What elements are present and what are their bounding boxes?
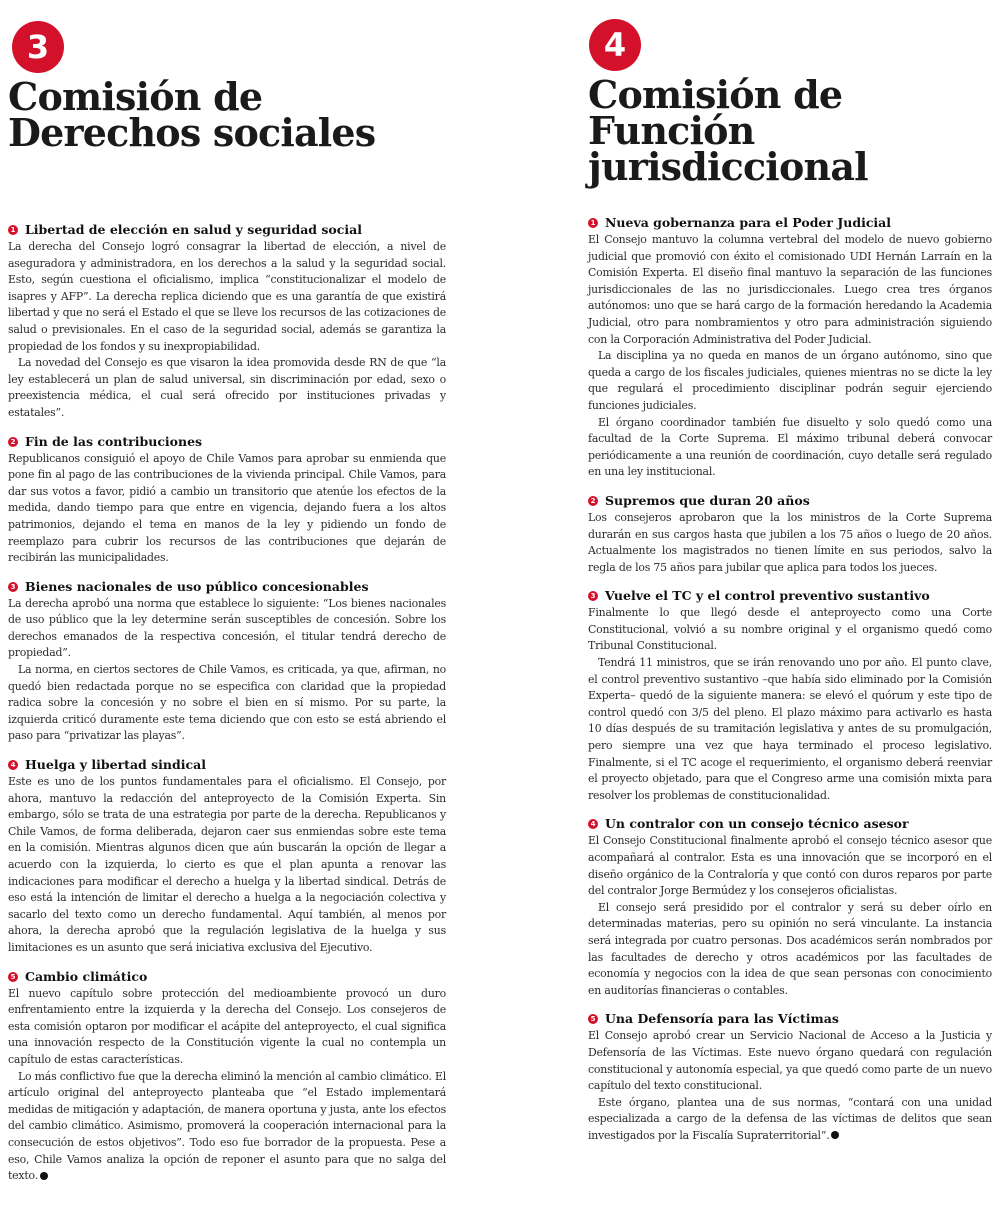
article-sections — [8, 222, 446, 1197]
paragraph: El órgano coordinador también fue disuelto y solo quedó como una facultad de la Corte Suprema. El máximo tribunal deberá convocar periódicamente a una reunión de coordinación, cuyo detalle será regulado en una ley institucional. — [588, 415, 992, 479]
section-number-badge: 4 — [589, 19, 641, 71]
paragraph: El Consejo aprobó crear un Servicio Nacional de Acceso a la Justicia y Defensoría de las Víctimas. Este nuevo órgano quedará con regulación constitucional y autonomía especial, ya que quedó como parte de un nuevo capítulo del texto constitucional. — [588, 1029, 992, 1093]
section-header — [588, 493, 992, 509]
paragraph-text: Este órgano, plantea una de sus normas, “contará con una unidad especializada a cargo de la defensa de las víctimas de delitos que sean investigados por la Fiscalía Supraterritorial”. — [588, 1095, 992, 1142]
paragraph: La novedad del Consejo es que visaron la idea promovida desde RN de que “la ley establecerá un plan de salud universal, sin discriminación por edad, sexo o preexistencia médica, el cual será ofrecido por instituciones privadas y estatales”. — [8, 356, 446, 419]
section-title: Vuelve el TC y el control preventivo sustantivo — [605, 588, 930, 604]
column-title-line: Comisión de Función — [588, 72, 843, 153]
section-header — [588, 215, 992, 231]
paragraph: Este es uno de los puntos fundamentales para el oficialismo. El Consejo, por ahora, mantuvo la redacción del anteproyecto de la Comisión Experta. Sin embargo, sólo se trata de una estrategia por parte de la derecha. Republicanos y Chile Vamos, de forma deliberada, dejaron caer sus enmiendas sobre este tema en la comisión. Mientras algunos dicen que aún buscarán la opción de llegar a acuerdo con la izquierda, lo cierto es que el plan apunta a renovar las indicaciones para modificar el derecho a huelga y la libertad sindical. Detrás de eso está la intención de limitar el derecho a huelga a la negociación colectiva y sacarlo del texto como un derecho fundamental. Aquí también, al menos por ahora, la derecha aprobó que la regulación legislativa de la huelga y sus limitaciones es un asunto que será iniciativa exclusiva del Ejecutivo. — [8, 775, 446, 954]
column-title — [588, 72, 992, 189]
end-of-article-mark — [40, 1172, 48, 1180]
column-title-line: Derechos sociales — [8, 110, 376, 155]
column-title — [8, 74, 446, 155]
section-bullet-number: 5 — [8, 972, 18, 982]
section-bullet-number: 1 — [588, 218, 598, 228]
paragraph: La derecha aprobó una norma que establece lo siguiente: “Los bienes nacionales de uso público que la ley determine serán susceptibles de concesión. Sobre los derechos emanados de la respectiva concesión, el titular tendrá derecho de propiedad”. — [8, 596, 446, 660]
article-section — [8, 434, 446, 567]
section-bullet-number: 1 — [8, 225, 18, 235]
paragraph — [8, 1069, 446, 1185]
paragraph: Republicanos consiguió el apoyo de Chile Vamos para aprobar su enmienda que pone fin al pago de las contribuciones de la vivienda principal. Chile Vamos, para dar sus votos a favor, pidió a cambio un transitorio que atenúe los efectos de la medida, dando tiempo para que entre en vigencia, dejando fuera a los altos patrimonios, dejando el tema en manos de la ley y pidiendo un fondo de reemplazo para cubrir los recursos de las contribuciones que dejarán de recibirán las municipalidades. — [8, 451, 446, 565]
paragraph: El consejo será presidido por el contralor y será su deber oírlo en determinadas materias, pero su opinión no será vinculante. La instancia será integrada por cuatro personas. Dos académicos serán nombrados por las facultades de derecho y otros académicos por las facultades de economía y negocios con la idea de que sean personas con conocimiento en auditorías financieras o contables. — [588, 900, 992, 997]
paragraph: La derecha del Consejo logró consagrar la libertad de elección, a nivel de aseguradora y administradora, en los derechos a la salud y la seguridad social. Esto, según cuestiona el oficialismo, implica “constitucionalizar el modelo de isapres y AFP”. La derecha replica diciendo que es una garantía de que existirá libertad y que no será el Estado el que se lleve los recursos de las cotizaciones de salud o previsionales. En el caso de la seguridad social, además se garantiza la propiedad de los fondos y su inexpropiabilidad. — [8, 240, 446, 353]
section-bullet-number: 5 — [588, 1014, 598, 1024]
paragraph: El Consejo mantuvo la columna vertebral del modelo de nuevo gobierno judicial que promovió con éxito el comisionado UDI Hernán Larraín en la Comisión Experta. El diseño final mantuvo la separación de las funciones jurisdiccionales de las no jurisdiccionales. Luego crea tres órganos autónomos: uno que se hará cargo de la formación heredando la Academia Judicial, otro para nombramientos y otro para administración siguiendo con la Corporación Administrativa del Poder Judicial. — [588, 233, 992, 346]
section-title: Una Defensoría para las Víctimas — [605, 1011, 839, 1027]
paragraph: Finalmente lo que llegó desde el anteproyecto como una Corte Constitucional, volvió a su nombre original y el organismo quedó como Tribunal Constitucional. — [588, 606, 992, 653]
article-section — [588, 1011, 992, 1144]
paragraph-text: Lo más conflictivo fue que la derecha eliminó la mención al cambio climático. El artículo original del anteproyecto planteaba que “el Estado implementará medidas de mitigación y adaptación, de manera oportuna y justa, ante los efectos del cambio climático. Asimismo, promoverá la cooperación internacional para la consecución de estos objetivos”. Todo eso fue borrador de la propuesta. Pese a eso, Chile Vamos analiza la opción de reponer el asunto para que no salga del texto. — [8, 1069, 446, 1183]
section-bullet-number: 4 — [8, 760, 18, 770]
section-title: Supremos que duran 20 años — [605, 492, 810, 508]
section-bullet-number: 4 — [588, 819, 598, 829]
article-section — [8, 222, 446, 422]
section-title: Nueva gobernanza para el Poder Judicial — [605, 215, 892, 230]
paragraph — [588, 1095, 992, 1145]
paragraph: La norma, en ciertos sectores de Chile Vamos, es criticada, ya que, afirman, no quedó bien redactada porque no se especifica con claridad que la propiedad radica sobre la concesión y no sobre el bien en sí mismo. Por su parte, la izquierda criticó duramente este tema diciendo que con esto se está abriendo el paso para “privatizar las playas”. — [8, 663, 446, 743]
section-header — [588, 1011, 992, 1027]
section-header — [8, 757, 446, 773]
end-of-article-mark — [831, 1131, 839, 1139]
section-header — [588, 816, 992, 832]
section-title: Bienes nacionales de uso público concesionables — [25, 578, 369, 594]
column-title-line: Comisión de — [8, 74, 263, 119]
column-title-line: jurisdiccional — [588, 144, 868, 189]
section-bullet-number: 2 — [8, 437, 18, 447]
paragraph: La disciplina ya no queda en manos de un órgano autónomo, sino que queda a cargo de los fiscales judiciales, quienes mientras no se dicte la ley que regulará el procedimiento disciplinar podrán seguir ejerciendo funciones judiciales. — [588, 349, 992, 412]
section-header — [8, 222, 446, 238]
article-section — [588, 588, 992, 804]
paragraph: Los consejeros aprobaron que la los ministros de la Corte Suprema durarán en sus cargos hasta que jubilen a los 75 años o luego de 20 años. Actualmente los magistrados no tienen límite en sus periodos, salvo la regla de los 75 años para jubilar que aplica para todos los jueces. — [588, 510, 992, 574]
section-header — [8, 434, 446, 450]
section-title: Un contralor con un consejo técnico asesor — [605, 816, 909, 832]
section-header — [8, 579, 446, 595]
section-bullet-number: 3 — [8, 582, 18, 592]
section-title: Fin de las contribuciones — [25, 433, 203, 449]
paragraph: Tendrá 11 ministros, que se irán renovando uno por año. El punto clave, el control preventivo sustantivo –que había sido eliminado por la Comisión Experta– quedó de la siguiente manera: se elevó el quórum y este tipo de control quedó con 3/5 del pleno. El plazo máximo para activarlo es hasta 10 días después de su tramitación legislativa y antes de su promulgación, pero siempre una vez que haya terminado el proceso legislativo. Finalmente, si el TC acoge el requerimiento, el organismo deberá reenviar el proyecto objetado, para que el Congreso arme una comisión mixta para resolver los problemas de constitucionalidad. — [588, 656, 992, 802]
section-title: Libertad de elección en salud y seguridad social — [25, 222, 362, 237]
section-title: Huelga y libertad sindical — [25, 757, 206, 773]
section-header — [588, 588, 992, 604]
section-title: Cambio climático — [25, 968, 148, 984]
article-section — [8, 579, 446, 745]
section-bullet-number: 2 — [588, 496, 598, 506]
section-number-badge: 3 — [12, 21, 64, 73]
column-funcion-jurisdiccional — [588, 0, 992, 1142]
article-section — [588, 215, 992, 481]
article-section — [588, 493, 992, 576]
paragraph: El nuevo capítulo sobre protección del medioambiente provocó un duro enfrentamiento entre la izquierda y la derecha del Consejo. Los consejeros de esta comisión optaron por modificar el acápite del anteproyecto, el cual significa una innovación respecto de la Constitución vigente la cual no contempla un capítulo de estas características. — [8, 986, 446, 1066]
article-sections — [588, 215, 992, 1157]
article-section — [588, 816, 992, 999]
column-derechos-sociales — [8, 0, 446, 1183]
section-bullet-number: 3 — [588, 591, 598, 601]
section-header — [8, 969, 446, 985]
article-section — [8, 969, 446, 1185]
article-section — [8, 757, 446, 957]
paragraph: El Consejo Constitucional finalmente aprobó el consejo técnico asesor que acompañará al contralor. Esta es una innovación que se incorporó en el diseño orgánico de la Contraloría y que contó con duros reparos por parte del contralor Jorge Bermúdez y los consejeros oficialistas. — [588, 834, 992, 898]
